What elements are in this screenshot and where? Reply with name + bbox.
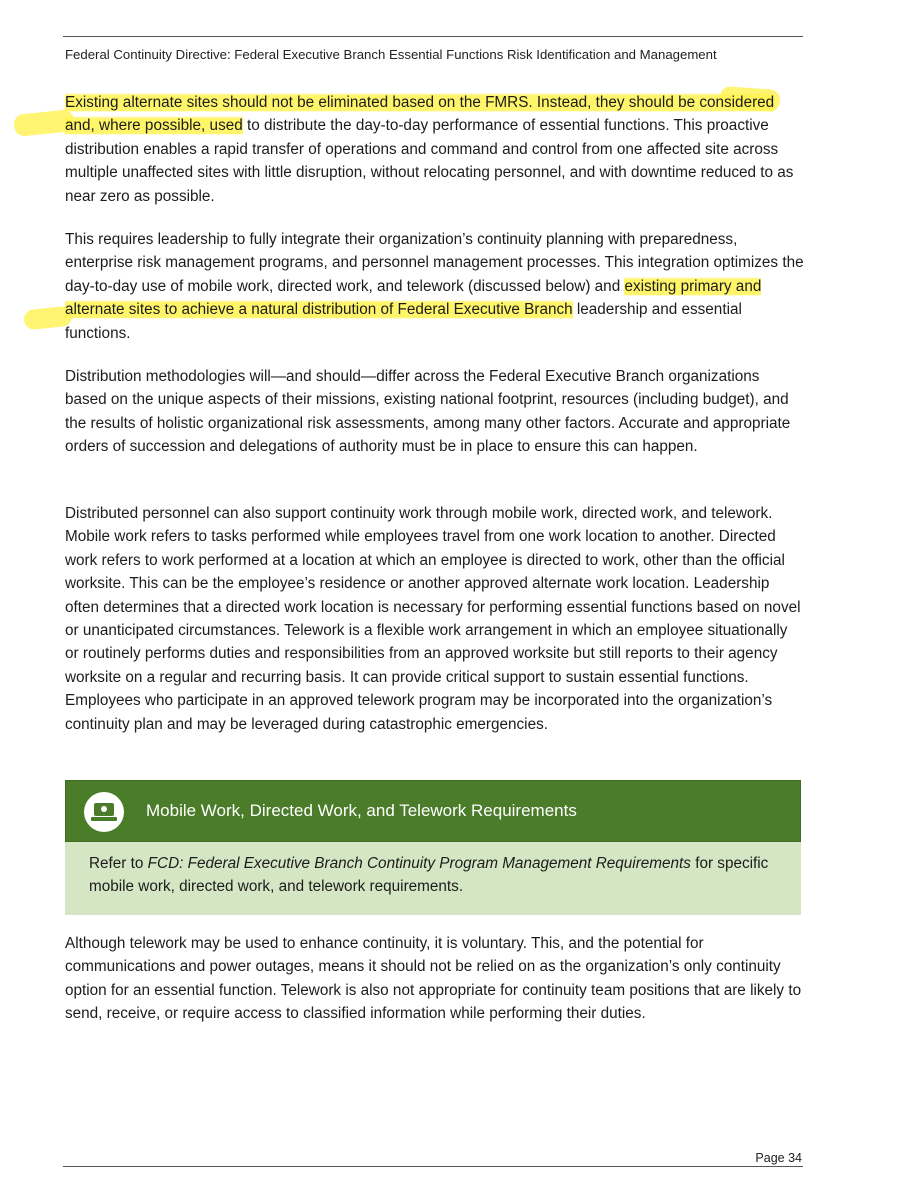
paragraph-2 [65,228,805,345]
paragraph-5 [65,932,805,1026]
paragraph-5-text: Although telework may be used to enhance continuity, it is voluntary. This, and the potential for communications and power outages, means it should not be relied on as the organization’s only continuity option for an essential function. Telework is also not appropriate for continuity team positions that are likely to send, receive, or require access to classified information while performing their duties. [65,935,802,1023]
callout-header [65,780,801,842]
page-number: Page 34 [755,1151,802,1165]
paragraph-3 [65,365,805,459]
header-rule [63,36,803,37]
callout-body [65,842,801,915]
paragraph-2-after: leadership and essential functions. [65,301,742,342]
paragraph-2-before: This requires leadership to fully integrate their organization’s continuity planning with preparedness, enterprise risk management programs, and personnel management processes. This integration optimizes the day-to-day use of mobile work, directed work, and telework (discussed below) and [65,231,804,295]
callout-reference-title: FCD: Federal Executive Branch Continuity Program Management Requirements [147,855,691,872]
paragraph-1-rest: to distribute the day-to-day performance of essential functions. This proactive distribution enables a rapid transfer of operations and command and control from one affected site across multiple unaffected sites with little disruption, without relocating personnel, and with downtime reduced to as near zero as possible. [65,117,794,205]
paragraph-4 [65,502,805,736]
highlighted-text-2: existing primary and alternate sites to achieve a natural distribution of Federal Executive Branch [65,277,762,319]
paragraph-3-text: Distribution methodologies will—and should—differ across the Federal Executive Branch organizations based on the unique aspects of their missions, existing national footprint, resources (including budget), and the results of holistic organizational risk assessments, among many other factors. Accurate and appropriate orders of succession and delegations of authority must be in place to ensure this can happen. [65,368,791,456]
paragraph-4-text: Distributed personnel can also support continuity work through mobile work, directed work, and telework. Mobile work refers to tasks performed while employees travel from one work location to another. Directed work refers to work performed at a location at which an employee is directed to work, other than the official worksite. This can be the employee’s residence or another approved alternate work location. Leadership often determines that a directed work location is necessary for performing essential functions based on novel or unanticipated circumstances. Telework is a flexible work arrangement in which an employee situationally or routinely performs duties and responsibilities from an approved worksite but still reports to their agency worksite on a regular and recurring basis. It can provide critical support to sustain essential functions. Employees who participate in an approved telework program may be incorporated into the organization’s continuity plan and may be leveraged during catastrophic emergencies. [65,505,801,733]
running-header: Federal Continuity Directive: Federal Executive Branch Essential Functions Risk Identification and Management [65,47,717,62]
highlighted-text-1: Existing alternate sites should not be eliminated based on the FMRS. Instead, they should be considered and, where possible, used [65,94,775,135]
laptop-icon [84,792,124,832]
footer-rule [63,1166,803,1167]
paragraph-1 [65,91,805,208]
callout-body-suffix: for specific mobile work, directed work, and telework requirements. [89,855,769,896]
callout-body-prefix: Refer to [89,855,148,872]
callout-title: Mobile Work, Directed Work, and Telework Requirements [146,801,577,820]
